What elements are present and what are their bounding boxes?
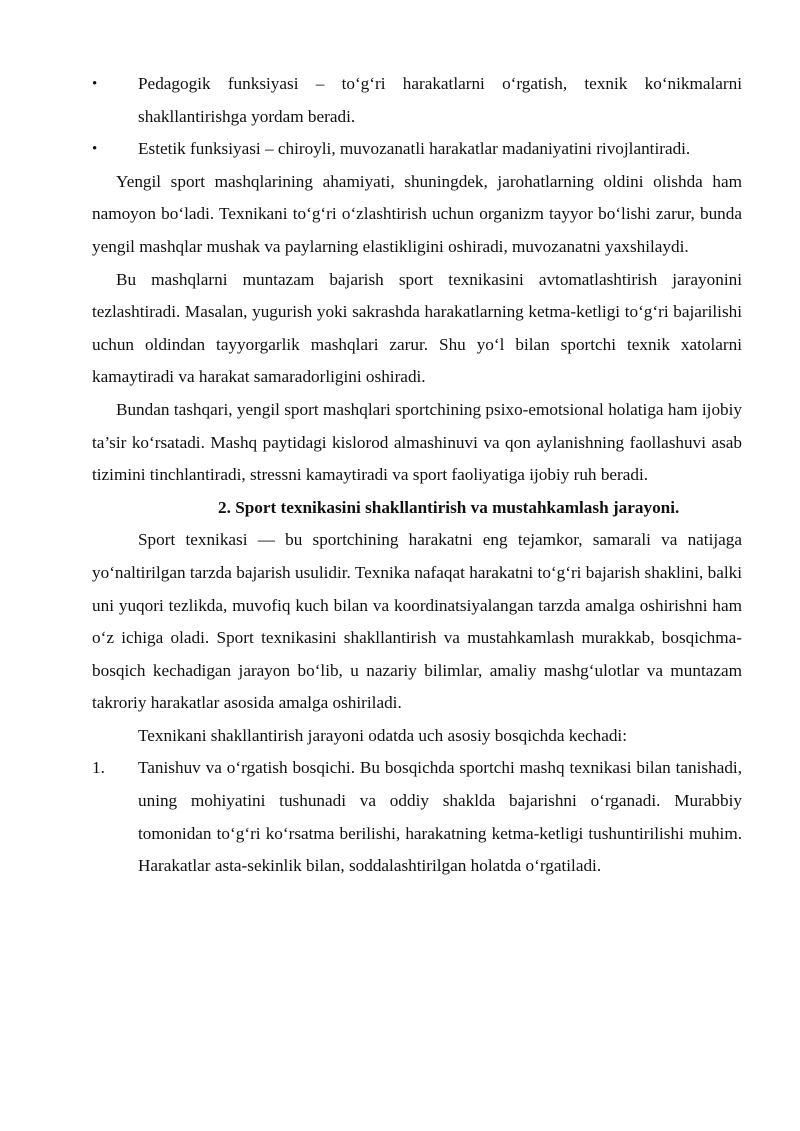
numbered-list xyxy=(92,752,742,882)
numbered-item-tanishuv xyxy=(92,752,742,882)
bullet-marker: • xyxy=(92,76,98,92)
bullet-marker: • xyxy=(92,141,98,158)
section-heading: 2. Sport texnikasini shakllantirish va mustahkamlash jarayoni. xyxy=(218,497,680,517)
numbered-text: Tanishuv va o‘rgatish bosqichi. Bu bosqichda sportchi mashq texnikasi bilan tanishadi, uning mohiyatini tushunadi va oddiy shaklda bajarishni o‘rganadi. Murabbiy tomonidan to‘g‘ri ko‘rsatma berilishi, harakatning ketma-ketligi tushuntirilishi muhim. Harakatlar asta-sekinlik bilan, soddalashtirilgan holatda o‘rgatiladi. xyxy=(138,758,742,876)
paragraph: Bu mashqlarni muntazam bajarish sport texnikasini avtomatlashtirish jarayonini tezlashtiradi. Masalan, yugurish yoki sakrashda harakatlarning ketma-ketligi to‘g‘ri bajarilishi uchun oldindan tayyorgarlik mashqlari zarur. Shu yo‘l bilan sportchi texnik xatolarni kamaytiradi va harakat samaradorligini oshiradi. xyxy=(92,269,742,387)
paragraph: Bundan tashqari, yengil sport mashqlari sportchining psixo-emotsional holatiga ham ijobiy ta’sir ko‘rsatadi. Mashq paytidagi kislorod almashinuvi va qon aylanishning faollashuvi asab tizimini tinchlantiradi, stressni kamaytiradi va sport faoliyatiga ijobiy ruh beradi. xyxy=(92,399,742,485)
paragraph: Yengil sport mashqlarining ahamiyati, shuningdek, jarohatlarning oldini olishda ham namoyon bo‘ladi. Texnikani to‘g‘ri o‘zlashtirish uchun organizm tayyor bo‘lishi zarur, bunda yengil mashqlar mushak va paylarning elastikligini oshiradi, muvozanatni yaxshilaydi. xyxy=(92,171,742,256)
bullet-item-estetik xyxy=(92,133,742,166)
paragraph: Sport texnikasi — bu sportchining harakatni eng tejamkor, samarali va natijaga yo‘naltirilgan tarzda bajarish usulidir. Texnika nafaqat harakatni to‘g‘ri bajarish shaklini, balki uni yuqori tezlikda, muvofiq kuch bilan va koordinatsiyalangan tarzda amalga oshirishni ham o‘z ichiga oladi. Sport texnikasini shakllantirish va mustahkamlash murakkab, bosqichma-bosqich kechadigan jarayon bo‘lib, u nazariy bilimlar, amaliy mashg‘ulotlar va muntazam takroriy harakatlar asosida amalga oshiriladi. xyxy=(92,530,742,713)
bullet-list xyxy=(92,68,742,166)
paragraph: Texnikani shakllantirish jarayoni odatda uch asosiy bosqichda kechadi: xyxy=(138,725,627,745)
bullet-text: Pedagogik funksiyasi – to‘g‘ri harakatlarni o‘rgatish, texnik ko‘nikmalarni shakllantirishga yordam beradi. xyxy=(138,74,742,126)
bullet-item-pedagogik xyxy=(92,68,742,133)
bullet-text: Estetik funksiyasi – chiroyli, muvozanatli harakatlar madaniyatini rivojlantiradi. xyxy=(138,139,691,159)
list-number: 1. xyxy=(92,758,105,778)
